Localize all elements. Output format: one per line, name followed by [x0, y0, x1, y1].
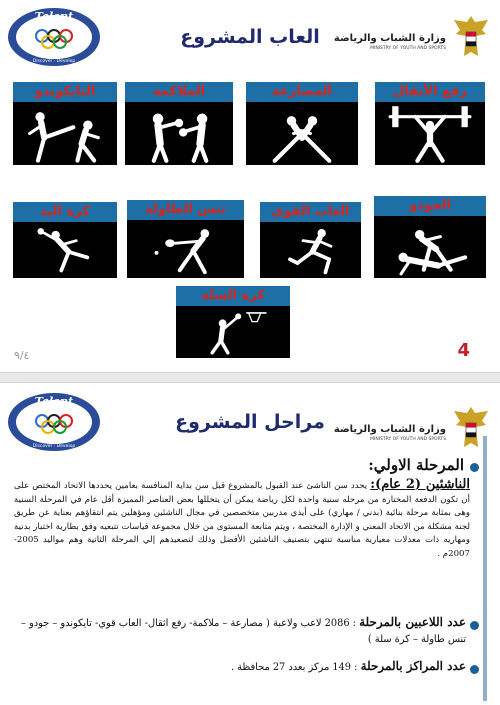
basketball-icon [176, 306, 290, 358]
sport-label: المصارعة [246, 82, 358, 102]
handball-icon [13, 222, 117, 278]
sport-label: الجودو [374, 196, 486, 216]
slide-title: مراحل المشروع [175, 411, 325, 433]
centers-text: : 149 مركز بعدد 27 محافظة . [230, 662, 358, 673]
page-number: 4 [457, 340, 470, 361]
accent-vertical-bar [483, 436, 487, 701]
sport-label: العاب القوى [260, 202, 361, 222]
eagle-emblem-icon [450, 12, 492, 62]
sport-card-wrestling [246, 82, 358, 165]
talent-logo [6, 391, 102, 453]
sport-label: رفع الأثقال [375, 82, 485, 102]
slide-title: العاب المشروع [180, 26, 320, 48]
bullet-icon [470, 665, 479, 674]
sport-label: الملاكمة [125, 82, 233, 102]
boxing-icon [125, 102, 233, 165]
ministry-name-ar: وزارة الشباب والرياضة [333, 424, 446, 435]
centers-label: عدد المراكز بالمرحلة [360, 659, 466, 673]
centers-count [14, 658, 466, 676]
sport-card-boxing [125, 82, 233, 165]
ministry-name-en: MINISTRY OF YOUTH AND SPORTS [370, 46, 446, 51]
sport-label: كرة اليد [13, 202, 117, 222]
players-text: : 2086 لاعب ولاعبة ( مصارعة – ملاكمة- رفع اثقال- العاب قوي- تايكوندو – جودو – تنس طاولة – كرة سلة ) [21, 618, 466, 645]
phase-description [14, 478, 470, 562]
ministry-logo [332, 12, 492, 64]
players-label: عدد اللاعبين بالمرحلة [359, 615, 466, 629]
sport-card-handball [13, 202, 117, 278]
players-count [14, 614, 466, 648]
phase-lead: الناشئين (2 عام): [370, 477, 470, 492]
sport-card-table-tennis [127, 200, 244, 278]
athletics-icon [260, 222, 361, 278]
table-tennis-icon [127, 220, 244, 278]
sport-label: التايكوندو [13, 82, 117, 102]
logo-bottom-text: Discover · Develop [32, 444, 76, 449]
wrestling-icon [246, 102, 358, 165]
judo-icon [374, 216, 486, 278]
sport-card-weightlifting [375, 82, 485, 165]
talent-logo [6, 6, 102, 68]
weightlifting-icon [375, 102, 485, 165]
sport-label: كرة السلة [176, 286, 290, 306]
logo-bottom-text: Discover · Develop [32, 59, 76, 64]
sport-card-taekwondo [13, 82, 117, 165]
phase-body: يحدد سن الناشئ عند القبول بالمشروع قبل سن بداية المنافسة بعامين يحددها الاتحاد المختص على أن تكون الدفعة المختارة من مرحله سنية واحدة لكل رياضة يمكن أن يتخللها بعض العناصر المميزة أقل عام في المرحلة السنية وهى بمثابة مرحلة بنائية (بدني / مهاري) على أيدي مدربين متخصصين في مجال الناشئين ومؤهلين يتم انتقاؤهم بعناية عن طريق لجنة مشكلة من الاتحاد المعني و الإدارة المختصة ، ويتم متابعة المستوى من خلال مجموعة قياسات تتبعيه وفق بطارية اختبار بدنية ومهاريه ذات معدلات معيارية مناسبة تنتهي بتصنيف الناشئين الأفضل وذلك لتصعيدهم إلي المرحلة الثانية وهم مواليد 2005-2007م . [14, 481, 470, 559]
sport-label: تنس الطاولة [127, 200, 244, 220]
ministry-logo [332, 403, 492, 455]
bullet-icon [470, 621, 479, 630]
slide-separator [0, 372, 500, 383]
taekwondo-icon [13, 102, 117, 165]
ministry-name-en: MINISTRY OF YOUTH AND SPORTS [370, 437, 446, 442]
logo-top-text: Talent [34, 10, 74, 23]
sport-card-basketball [176, 286, 290, 358]
sport-card-judo [374, 196, 486, 278]
ministry-name-ar: وزارة الشباب والرياضة [333, 33, 446, 44]
bullet-icon [470, 463, 479, 472]
logo-top-text: Talent [34, 395, 74, 408]
sport-card-athletics [260, 202, 361, 278]
handwritten-note: ٩/٤ [14, 349, 30, 362]
phase-heading: المرحلة الاولي: [368, 456, 464, 474]
